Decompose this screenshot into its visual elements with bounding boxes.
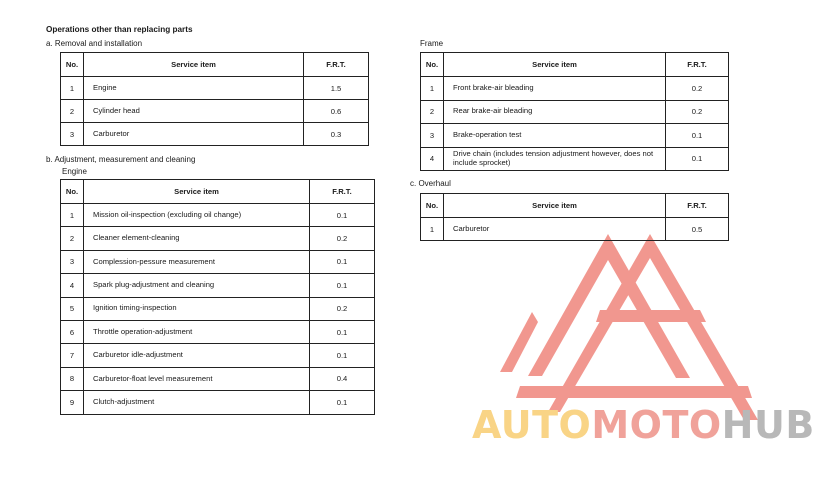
row-frt: 0.1 — [310, 391, 375, 414]
row-no: 3 — [421, 124, 444, 148]
column-header-no: No. — [61, 53, 84, 77]
table-row — [421, 218, 729, 241]
column-header-frt: F.R.T. — [666, 53, 729, 77]
row-frt: 0.1 — [310, 274, 375, 297]
table-row — [61, 297, 375, 320]
row-service-item: Cylinder head — [84, 100, 304, 123]
row-no: 1 — [421, 218, 444, 241]
row-service-item: Mission oil-inspection (excluding oil change) — [84, 204, 310, 227]
table-row — [421, 124, 729, 148]
row-no: 3 — [61, 250, 84, 273]
watermark-hub: HUB — [721, 403, 815, 447]
row-no: 8 — [61, 367, 84, 390]
table-row — [61, 204, 375, 227]
row-frt: 0.2 — [666, 100, 729, 124]
row-service-item: Rear brake-air bleading — [444, 100, 666, 124]
column-header-service-item: Service item — [84, 180, 310, 204]
section-b-sublabel: Engine — [62, 167, 87, 176]
table-row — [61, 227, 375, 250]
row-no: 6 — [61, 320, 84, 343]
section-a-label: a. Removal and installation — [46, 39, 143, 48]
row-service-item: Complession-pessure measurement — [84, 250, 310, 273]
row-frt: 0.5 — [666, 218, 729, 241]
table-row — [61, 100, 369, 123]
table-header-row — [421, 194, 729, 218]
table-row — [421, 100, 729, 124]
table-header-row — [421, 53, 729, 77]
row-no: 1 — [61, 77, 84, 100]
row-frt: 0.1 — [310, 250, 375, 273]
column-header-service-item: Service item — [84, 53, 304, 77]
row-frt: 0.1 — [310, 204, 375, 227]
column-header-service-item: Service item — [444, 53, 666, 77]
row-no: 9 — [61, 391, 84, 414]
row-service-item: Carburetor — [84, 123, 304, 146]
row-service-item: Brake-operation test — [444, 124, 666, 148]
row-frt: 0.1 — [666, 124, 729, 148]
row-frt: 0.6 — [304, 100, 369, 123]
table-row — [61, 391, 375, 414]
table-header-row — [61, 180, 375, 204]
column-header-no: No. — [421, 53, 444, 77]
table-row — [61, 344, 375, 367]
table-row — [61, 320, 375, 343]
table-row — [61, 77, 369, 100]
row-frt: 1.5 — [304, 77, 369, 100]
watermark-base — [516, 386, 752, 398]
row-no: 7 — [61, 344, 84, 367]
row-service-item: Throttle operation-adjustment — [84, 320, 310, 343]
table-row — [61, 274, 375, 297]
row-service-item: Carburetor-float level measurement — [84, 367, 310, 390]
table-row — [421, 147, 729, 171]
row-no: 1 — [61, 204, 84, 227]
column-header-frt: F.R.T. — [304, 53, 369, 77]
column-header-service-item: Service item — [444, 194, 666, 218]
section-a-table — [60, 52, 369, 146]
row-frt: 0.2 — [310, 227, 375, 250]
row-no: 5 — [61, 297, 84, 320]
row-service-item: Clutch-adjustment — [84, 391, 310, 414]
row-service-item: Carburetor — [444, 218, 666, 241]
watermark-text — [472, 403, 815, 447]
row-service-item: Engine — [84, 77, 304, 100]
watermark-moto: MOTO — [591, 403, 722, 447]
row-no: 2 — [61, 100, 84, 123]
row-frt: 0.3 — [304, 123, 369, 146]
watermark-crossbar — [596, 310, 706, 322]
table-row — [61, 250, 375, 273]
row-service-item: Drive chain (includes tension adjustment however, does not include sprocket) — [444, 147, 666, 171]
table-row — [421, 77, 729, 101]
section-c-table — [420, 193, 729, 241]
row-service-item: Spark plug-adjustment and cleaning — [84, 274, 310, 297]
watermark-ridge — [500, 312, 538, 372]
row-frt: 0.1 — [666, 147, 729, 171]
row-service-item: Carburetor idle-adjustment — [84, 344, 310, 367]
row-no: 3 — [61, 123, 84, 146]
row-service-item: Ignition timing-inspection — [84, 297, 310, 320]
section-b-label: b. Adjustment, measurement and cleaning — [46, 155, 196, 164]
frame-label: Frame — [420, 39, 444, 48]
row-frt: 0.1 — [310, 344, 375, 367]
table-header-row — [61, 53, 369, 77]
column-header-frt: F.R.T. — [310, 180, 375, 204]
row-no: 4 — [421, 147, 444, 171]
row-frt: 0.2 — [310, 297, 375, 320]
column-header-no: No. — [421, 194, 444, 218]
row-service-item: Front brake-air bleading — [444, 77, 666, 101]
row-frt: 0.1 — [310, 320, 375, 343]
row-no: 2 — [61, 227, 84, 250]
row-no: 1 — [421, 77, 444, 101]
row-no: 4 — [61, 274, 84, 297]
row-frt: 0.2 — [666, 77, 729, 101]
watermark-auto: AUTO — [472, 403, 592, 447]
table-row — [61, 367, 375, 390]
section-c-label: c. Overhaul — [410, 179, 451, 188]
row-service-item: Cleaner element-cleaning — [84, 227, 310, 250]
page-heading: Operations other than replacing parts — [46, 25, 193, 34]
section-b-table — [60, 179, 375, 415]
column-header-no: No. — [61, 180, 84, 204]
column-header-frt: F.R.T. — [666, 194, 729, 218]
row-frt: 0.4 — [310, 367, 375, 390]
table-row — [61, 123, 369, 146]
frame-table — [420, 52, 729, 171]
row-no: 2 — [421, 100, 444, 124]
